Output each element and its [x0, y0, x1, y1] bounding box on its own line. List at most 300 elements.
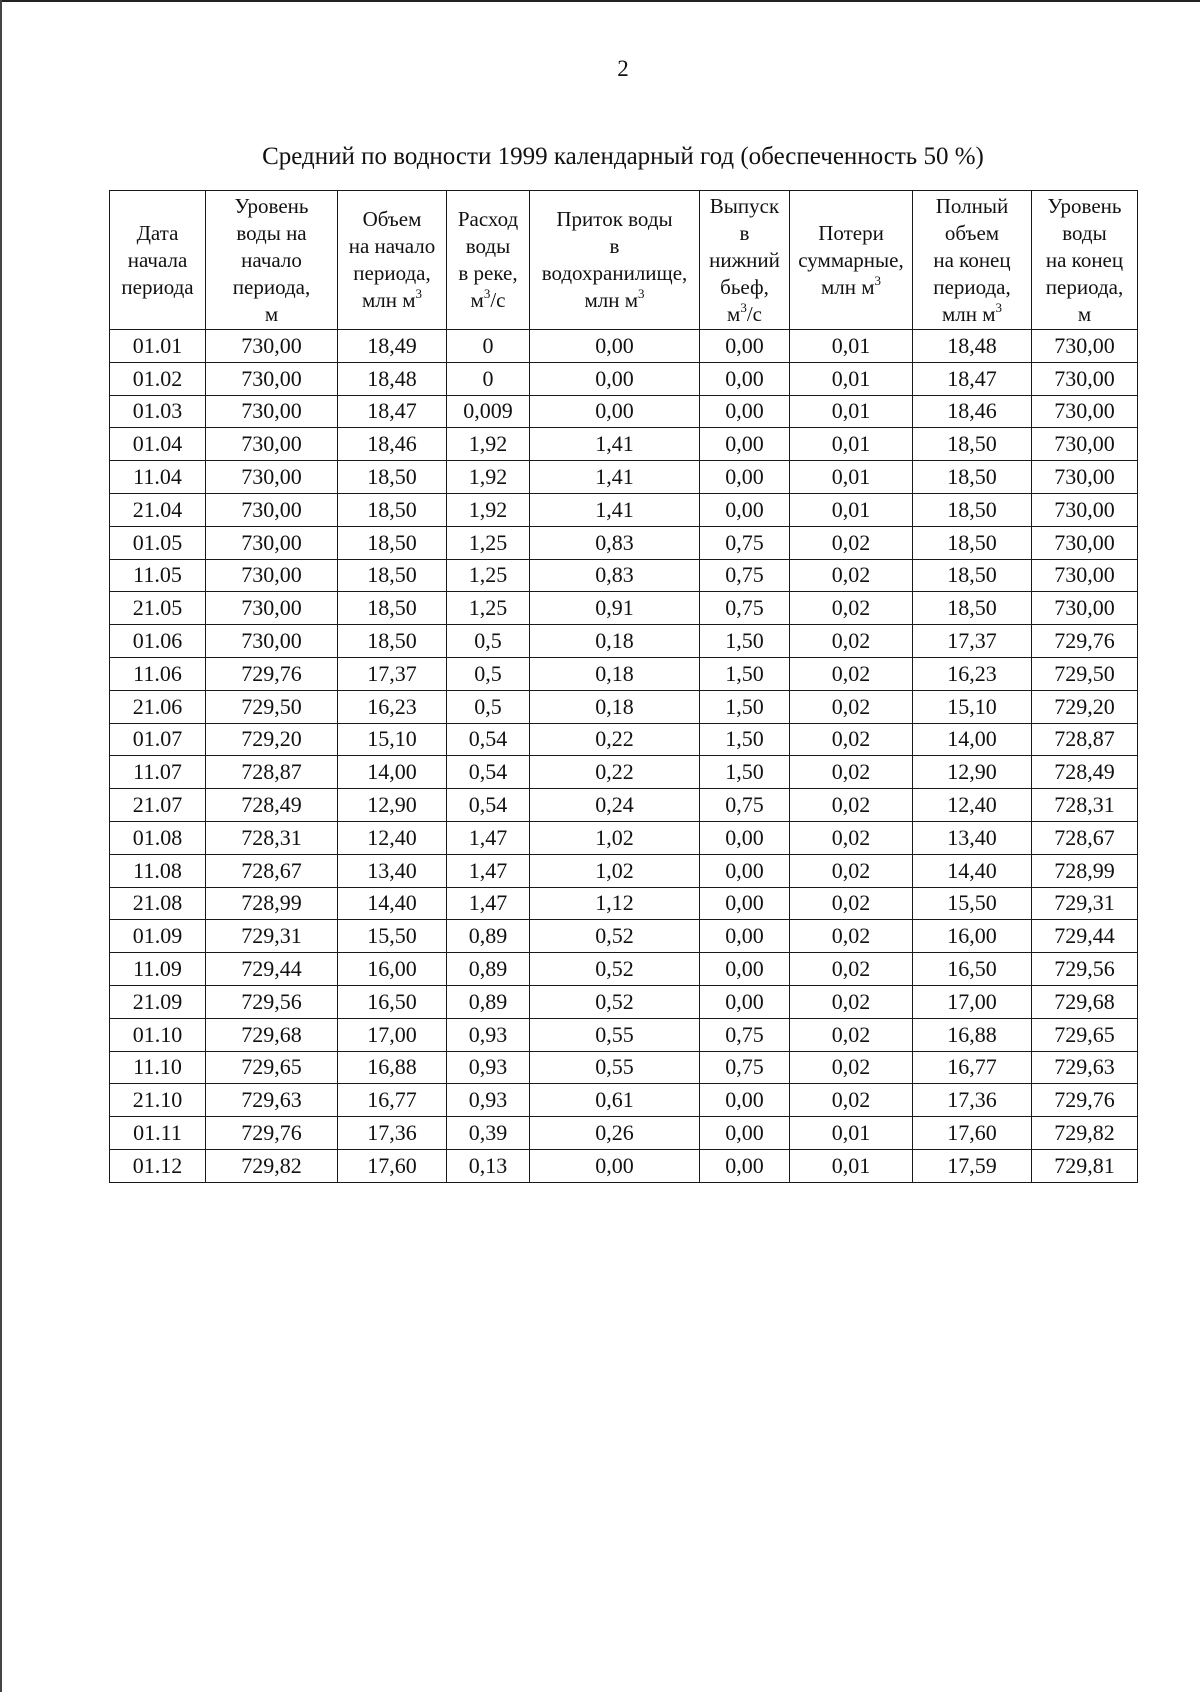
- table-cell-volume-end: 17,00: [913, 985, 1032, 1018]
- table-row: [110, 723, 1138, 756]
- table-cell-volume-end: 18,50: [913, 526, 1032, 559]
- table-cell-inflow: 0,00: [530, 1149, 700, 1182]
- table-cell-level-start: 728,87: [206, 756, 338, 789]
- table-cell-level-start: 730,00: [206, 526, 338, 559]
- table-row: [110, 953, 1138, 986]
- table-cell-volume-start: 18,50: [338, 625, 447, 658]
- header-line: воды: [465, 234, 511, 258]
- table-cell-inflow: 0,83: [530, 526, 700, 559]
- scan-border-left: [0, 0, 2, 1692]
- table-cell-volume-start: 16,88: [338, 1051, 447, 1084]
- unit-suffix: /с: [490, 288, 506, 312]
- header-line: Расход: [457, 207, 519, 231]
- table-row: [110, 887, 1138, 920]
- table-row: [110, 756, 1138, 789]
- column-header-inflow: [530, 191, 700, 330]
- table-cell-river-flow: 0,5: [447, 690, 530, 723]
- table-title: Средний по водности 1999 календарный год (обеспеченность 50 %): [262, 143, 984, 170]
- table-cell-date: 01.12: [110, 1149, 206, 1182]
- table-cell-river-flow: 0,13: [447, 1149, 530, 1182]
- table-cell-losses: 0,02: [790, 920, 913, 953]
- table-cell-losses: 0,01: [790, 493, 913, 526]
- unit-base: млн м: [941, 301, 996, 326]
- table-cell-losses: 0,02: [790, 526, 913, 559]
- table-cell-release: 0,00: [700, 985, 790, 1018]
- header-line: Объем: [362, 207, 422, 231]
- table-cell-level-start: 729,20: [206, 723, 338, 756]
- table-cell-river-flow: 1,92: [447, 461, 530, 494]
- header-line: периода,: [933, 274, 1011, 299]
- header-unit: [941, 299, 1003, 326]
- table-cell-river-flow: 0,5: [447, 625, 530, 658]
- table-cell-volume-start: 18,50: [338, 592, 447, 625]
- column-header-level-start: [206, 191, 338, 330]
- table-row: [110, 821, 1138, 854]
- table-cell-level-start: 730,00: [206, 625, 338, 658]
- table-row: [110, 1084, 1138, 1117]
- table-row: [110, 330, 1138, 363]
- table-cell-date: 01.06: [110, 625, 206, 658]
- table-cell-volume-end: 17,60: [913, 1117, 1032, 1150]
- table-cell-level-start: 728,31: [206, 821, 338, 854]
- table-cell-inflow: 0,55: [530, 1018, 700, 1051]
- table-row: [110, 395, 1138, 428]
- header-line: водохранилище,: [541, 261, 688, 285]
- table-cell-volume-end: 16,77: [913, 1051, 1032, 1084]
- table-cell-release: 0,00: [700, 920, 790, 953]
- table-body: [110, 330, 1138, 1183]
- column-header-volume-end: [913, 191, 1032, 330]
- table-cell-level-end: 729,50: [1032, 657, 1138, 690]
- table-cell-level-end: 729,82: [1032, 1117, 1138, 1150]
- table-cell-date: 01.05: [110, 526, 206, 559]
- table-cell-river-flow: 0,93: [447, 1084, 530, 1117]
- table-cell-river-flow: 0,009: [447, 395, 530, 428]
- table-cell-losses: 0,02: [790, 887, 913, 920]
- table-cell-volume-end: 13,40: [913, 821, 1032, 854]
- table-cell-volume-start: 12,90: [338, 789, 447, 822]
- header-line: Выпуск: [709, 193, 780, 218]
- table-cell-date: 01.04: [110, 428, 206, 461]
- table-cell-level-end: 728,87: [1032, 723, 1138, 756]
- table-cell-inflow: 1,41: [530, 428, 700, 461]
- table-cell-river-flow: 0,93: [447, 1018, 530, 1051]
- table-cell-level-end: 729,65: [1032, 1018, 1138, 1051]
- header-line: периода,: [232, 274, 311, 299]
- table-cell-inflow: 0,83: [530, 559, 700, 592]
- table-cell-date: 21.07: [110, 789, 206, 822]
- table-cell-release: 0,75: [700, 526, 790, 559]
- table-cell-volume-end: 18,50: [913, 461, 1032, 494]
- table-cell-losses: 0,02: [790, 854, 913, 887]
- table-cell-level-end: 729,20: [1032, 690, 1138, 723]
- table-cell-level-start: 730,00: [206, 592, 338, 625]
- table-cell-losses: 0,02: [790, 789, 913, 822]
- table-cell-river-flow: 0,89: [447, 985, 530, 1018]
- table-cell-level-end: 729,31: [1032, 887, 1138, 920]
- table-cell-volume-end: 15,10: [913, 690, 1032, 723]
- header-line: на конец: [1045, 247, 1124, 272]
- table-cell-volume-end: 18,50: [913, 559, 1032, 592]
- table-row: [110, 461, 1138, 494]
- table-cell-level-end: 728,67: [1032, 821, 1138, 854]
- table-cell-volume-end: 16,50: [913, 953, 1032, 986]
- table-cell-date: 21.08: [110, 887, 206, 920]
- table-cell-river-flow: 1,92: [447, 428, 530, 461]
- header-line: начала: [127, 247, 188, 272]
- column-header-river-flow: [447, 191, 530, 330]
- table-cell-date: 01.08: [110, 821, 206, 854]
- table-cell-volume-start: 17,36: [338, 1117, 447, 1150]
- header-line: бьеф,: [720, 274, 769, 299]
- header-unit: [727, 299, 762, 326]
- table-cell-river-flow: 0: [447, 362, 530, 395]
- table-cell-level-end: 728,49: [1032, 756, 1138, 789]
- table-cell-inflow: 1,41: [530, 493, 700, 526]
- table-cell-date: 21.05: [110, 592, 206, 625]
- table-cell-release: 0,00: [700, 493, 790, 526]
- table-row: [110, 559, 1138, 592]
- table-cell-inflow: 0,61: [530, 1084, 700, 1117]
- table-cell-level-start: 730,00: [206, 493, 338, 526]
- table-cell-river-flow: 0,89: [447, 920, 530, 953]
- table-row: [110, 985, 1138, 1018]
- column-header-volume-start: [338, 191, 447, 330]
- table-cell-river-flow: 0,54: [447, 789, 530, 822]
- table-cell-volume-end: 18,50: [913, 428, 1032, 461]
- table-cell-volume-start: 15,50: [338, 920, 447, 953]
- unit-base: м: [727, 301, 741, 326]
- table-cell-volume-end: 17,37: [913, 625, 1032, 658]
- table-cell-river-flow: 1,25: [447, 592, 530, 625]
- table-cell-date: 11.06: [110, 657, 206, 690]
- page-number: 2: [617, 56, 629, 81]
- table-cell-volume-start: 18,50: [338, 493, 447, 526]
- table-cell-level-end: 730,00: [1032, 395, 1138, 428]
- table-cell-volume-end: 14,40: [913, 854, 1032, 887]
- table-cell-level-end: 730,00: [1032, 461, 1138, 494]
- header-line: на конец: [933, 247, 1011, 272]
- table-cell-inflow: 0,91: [530, 592, 700, 625]
- table-row: [110, 526, 1138, 559]
- table-cell-level-start: 730,00: [206, 428, 338, 461]
- table-cell-volume-start: 18,50: [338, 559, 447, 592]
- table-cell-volume-start: 18,50: [338, 526, 447, 559]
- table-cell-losses: 0,02: [790, 1051, 913, 1084]
- table-cell-level-start: 730,00: [206, 395, 338, 428]
- table-cell-release: 1,50: [700, 690, 790, 723]
- table-cell-river-flow: 1,47: [447, 854, 530, 887]
- table-cell-inflow: 1,41: [530, 461, 700, 494]
- table-cell-release: 0,00: [700, 953, 790, 986]
- table-cell-release: 0,00: [700, 1084, 790, 1117]
- table-cell-losses: 0,01: [790, 461, 913, 494]
- table-cell-river-flow: 1,92: [447, 493, 530, 526]
- table-cell-losses: 0,01: [790, 362, 913, 395]
- unit-exponent: 3: [483, 286, 491, 301]
- table-cell-river-flow: 0,54: [447, 723, 530, 756]
- table-cell-release: 0,00: [700, 395, 790, 428]
- table-cell-inflow: 0,18: [530, 625, 700, 658]
- table-cell-date: 01.03: [110, 395, 206, 428]
- table-cell-volume-end: 16,23: [913, 657, 1032, 690]
- table-cell-volume-end: 18,46: [913, 395, 1032, 428]
- table-cell-level-start: 728,99: [206, 887, 338, 920]
- table-cell-date: 01.10: [110, 1018, 206, 1051]
- table-cell-level-end: 730,00: [1032, 428, 1138, 461]
- table-cell-level-end: 728,31: [1032, 789, 1138, 822]
- table-cell-inflow: 0,18: [530, 657, 700, 690]
- table-row: [110, 657, 1138, 690]
- table-cell-date: 11.09: [110, 953, 206, 986]
- unit-exponent: 3: [740, 299, 747, 315]
- table-cell-date: 01.09: [110, 920, 206, 953]
- column-header-level-end: [1032, 191, 1138, 330]
- table-cell-date: 01.07: [110, 723, 206, 756]
- table-cell-release: 0,75: [700, 1051, 790, 1084]
- unit-exponent: 3: [874, 272, 882, 288]
- table-cell-volume-end: 15,50: [913, 887, 1032, 920]
- table-cell-losses: 0,01: [790, 1149, 913, 1182]
- header-line: периода: [121, 274, 194, 299]
- table-cell-inflow: 0,52: [530, 953, 700, 986]
- table-cell-level-start: 730,00: [206, 330, 338, 363]
- table-cell-volume-end: 18,50: [913, 493, 1032, 526]
- table-cell-river-flow: 0,39: [447, 1117, 530, 1150]
- table-cell-inflow: 1,02: [530, 854, 700, 887]
- header-line: периода,: [1045, 274, 1124, 299]
- table-cell-date: 01.02: [110, 362, 206, 395]
- table-cell-date: 21.04: [110, 493, 206, 526]
- header-line: Уровень: [234, 193, 309, 218]
- header-line: на начало: [348, 234, 436, 258]
- table-cell-inflow: 0,55: [530, 1051, 700, 1084]
- table-cell-river-flow: 0,89: [447, 953, 530, 986]
- table-row: [110, 1117, 1138, 1150]
- table-cell-level-start: 728,67: [206, 854, 338, 887]
- table-cell-volume-start: 18,47: [338, 395, 447, 428]
- table-cell-losses: 0,02: [790, 1084, 913, 1117]
- column-header-date: [110, 191, 206, 330]
- unit-base: млн м: [820, 274, 875, 299]
- table-cell-level-end: 730,00: [1032, 330, 1138, 363]
- table-cell-release: 0,00: [700, 887, 790, 920]
- header-line: Потери: [818, 220, 884, 245]
- table-cell-volume-end: 16,00: [913, 920, 1032, 953]
- header-line: м: [264, 301, 279, 326]
- table-cell-release: 0,75: [700, 789, 790, 822]
- table-cell-release: 0,00: [700, 461, 790, 494]
- table-cell-release: 1,50: [700, 657, 790, 690]
- header-line: Приток воды: [556, 207, 673, 231]
- header-line: нижний: [709, 247, 780, 272]
- table-cell-river-flow: 0,54: [447, 756, 530, 789]
- table-cell-level-start: 729,44: [206, 953, 338, 986]
- table-cell-date: 21.06: [110, 690, 206, 723]
- header-line: Уровень: [1047, 193, 1122, 218]
- header-line: начало: [241, 247, 302, 272]
- unit-exponent: 3: [415, 286, 423, 301]
- table-cell-date: 11.04: [110, 461, 206, 494]
- table-cell-release: 0,75: [700, 592, 790, 625]
- table-cell-volume-start: 18,50: [338, 461, 447, 494]
- table-cell-losses: 0,01: [790, 428, 913, 461]
- header-line: суммарные,: [798, 247, 904, 272]
- table-cell-level-start: 729,76: [206, 657, 338, 690]
- table-cell-inflow: 0,52: [530, 920, 700, 953]
- header-unit: [362, 288, 422, 312]
- table-cell-losses: 0,02: [790, 625, 913, 658]
- table-cell-volume-start: 17,37: [338, 657, 447, 690]
- header-line: Полный: [935, 193, 1009, 218]
- table-cell-losses: 0,02: [790, 821, 913, 854]
- table-cell-inflow: 0,24: [530, 789, 700, 822]
- table-cell-level-start: 730,00: [206, 362, 338, 395]
- table-cell-volume-start: 18,49: [338, 330, 447, 363]
- table-header-row: [110, 191, 1138, 330]
- table-cell-volume-start: 15,10: [338, 723, 447, 756]
- table-cell-losses: 0,01: [790, 395, 913, 428]
- table-row: [110, 428, 1138, 461]
- table-cell-volume-start: 13,40: [338, 854, 447, 887]
- table-row: [110, 1149, 1138, 1182]
- table-cell-level-start: 729,65: [206, 1051, 338, 1084]
- table-cell-volume-end: 18,48: [913, 330, 1032, 363]
- table-cell-date: 11.05: [110, 559, 206, 592]
- table-cell-date: 21.10: [110, 1084, 206, 1117]
- table-cell-release: 1,50: [700, 756, 790, 789]
- table-cell-losses: 0,02: [790, 723, 913, 756]
- table-cell-release: 0,00: [700, 1149, 790, 1182]
- table-row: [110, 854, 1138, 887]
- table-cell-losses: 0,02: [790, 690, 913, 723]
- table-cell-release: 0,00: [700, 330, 790, 363]
- table-cell-river-flow: 1,47: [447, 887, 530, 920]
- scan-border-top: [0, 0, 1200, 2]
- table-cell-volume-start: 14,40: [338, 887, 447, 920]
- table-cell-level-start: 729,56: [206, 985, 338, 1018]
- header-unit: [471, 288, 506, 312]
- table-cell-volume-start: 16,77: [338, 1084, 447, 1117]
- table-cell-inflow: 0,18: [530, 690, 700, 723]
- reservoir-balance-table: [109, 190, 1138, 1183]
- header-line: в реке,: [458, 261, 518, 285]
- table-cell-volume-end: 18,47: [913, 362, 1032, 395]
- table-cell-volume-end: 17,59: [913, 1149, 1032, 1182]
- table-cell-volume-end: 12,40: [913, 789, 1032, 822]
- table-cell-river-flow: 0: [447, 330, 530, 363]
- table-cell-date: 11.08: [110, 854, 206, 887]
- table-row: [110, 493, 1138, 526]
- table-cell-inflow: 0,22: [530, 756, 700, 789]
- table-cell-volume-end: 14,00: [913, 723, 1032, 756]
- table-cell-level-start: 729,76: [206, 1117, 338, 1150]
- header-line: м: [1077, 301, 1092, 326]
- table-cell-losses: 0,01: [790, 330, 913, 363]
- table-cell-losses: 0,02: [790, 592, 913, 625]
- table-cell-level-end: 729,76: [1032, 625, 1138, 658]
- table-cell-level-start: 729,63: [206, 1084, 338, 1117]
- table-cell-losses: 0,02: [790, 985, 913, 1018]
- column-header-release: [700, 191, 790, 330]
- table-cell-volume-start: 18,46: [338, 428, 447, 461]
- table-row: [110, 920, 1138, 953]
- table-cell-release: 0,00: [700, 1117, 790, 1150]
- table-cell-level-start: 728,49: [206, 789, 338, 822]
- header-line: воды: [1062, 220, 1107, 245]
- table-row: [110, 1051, 1138, 1084]
- table-cell-river-flow: 1,25: [447, 526, 530, 559]
- table-cell-level-end: 729,56: [1032, 953, 1138, 986]
- table-row: [110, 362, 1138, 395]
- table-cell-release: 1,50: [700, 625, 790, 658]
- table-cell-losses: 0,01: [790, 1117, 913, 1150]
- table-cell-river-flow: 1,25: [447, 559, 530, 592]
- table-cell-date: 11.07: [110, 756, 206, 789]
- table-cell-volume-end: 18,50: [913, 592, 1032, 625]
- table-cell-inflow: 0,00: [530, 362, 700, 395]
- header-line: периода,: [353, 261, 431, 285]
- table-cell-volume-start: 16,00: [338, 953, 447, 986]
- table-cell-release: 0,75: [700, 1018, 790, 1051]
- table-cell-level-start: 729,68: [206, 1018, 338, 1051]
- table-cell-level-end: 730,00: [1032, 592, 1138, 625]
- table-row: [110, 592, 1138, 625]
- unit-exponent: 3: [638, 286, 645, 301]
- header-line: воды на: [236, 220, 307, 245]
- table-cell-losses: 0,02: [790, 657, 913, 690]
- unit-exponent: 3: [995, 299, 1003, 315]
- table-cell-inflow: 0,00: [530, 395, 700, 428]
- table-cell-volume-start: 17,00: [338, 1018, 447, 1051]
- table-cell-release: 0,00: [700, 362, 790, 395]
- table-cell-release: 0,00: [700, 854, 790, 887]
- table-cell-volume-start: 18,48: [338, 362, 447, 395]
- table-cell-level-end: 728,99: [1032, 854, 1138, 887]
- table-row: [110, 690, 1138, 723]
- table-cell-release: 0,00: [700, 428, 790, 461]
- table-cell-level-end: 729,68: [1032, 985, 1138, 1018]
- table-cell-date: 01.01: [110, 330, 206, 363]
- table-cell-volume-start: 16,50: [338, 985, 447, 1018]
- header-line: Дата: [136, 220, 179, 245]
- table-cell-inflow: 0,26: [530, 1117, 700, 1150]
- table-cell-losses: 0,02: [790, 1018, 913, 1051]
- header-line: объем: [944, 220, 1000, 245]
- table-cell-inflow: 0,22: [530, 723, 700, 756]
- table-row: [110, 1018, 1138, 1051]
- table-cell-river-flow: 0,93: [447, 1051, 530, 1084]
- header-line: в: [739, 220, 750, 245]
- table-cell-inflow: 1,12: [530, 887, 700, 920]
- table-cell-level-end: 729,63: [1032, 1051, 1138, 1084]
- table-cell-level-end: 730,00: [1032, 559, 1138, 592]
- table-cell-release: 0,00: [700, 821, 790, 854]
- table-cell-volume-end: 16,88: [913, 1018, 1032, 1051]
- table-cell-volume-start: 12,40: [338, 821, 447, 854]
- header-unit: [820, 272, 882, 299]
- header-line: в: [609, 234, 620, 258]
- table-cell-volume-start: 17,60: [338, 1149, 447, 1182]
- table-cell-losses: 0,02: [790, 953, 913, 986]
- table-cell-volume-end: 12,90: [913, 756, 1032, 789]
- table-cell-level-end: 729,76: [1032, 1084, 1138, 1117]
- table-cell-losses: 0,02: [790, 559, 913, 592]
- table-cell-river-flow: 1,47: [447, 821, 530, 854]
- table-cell-level-start: 729,50: [206, 690, 338, 723]
- table-cell-volume-start: 16,23: [338, 690, 447, 723]
- unit-base: м: [470, 288, 484, 312]
